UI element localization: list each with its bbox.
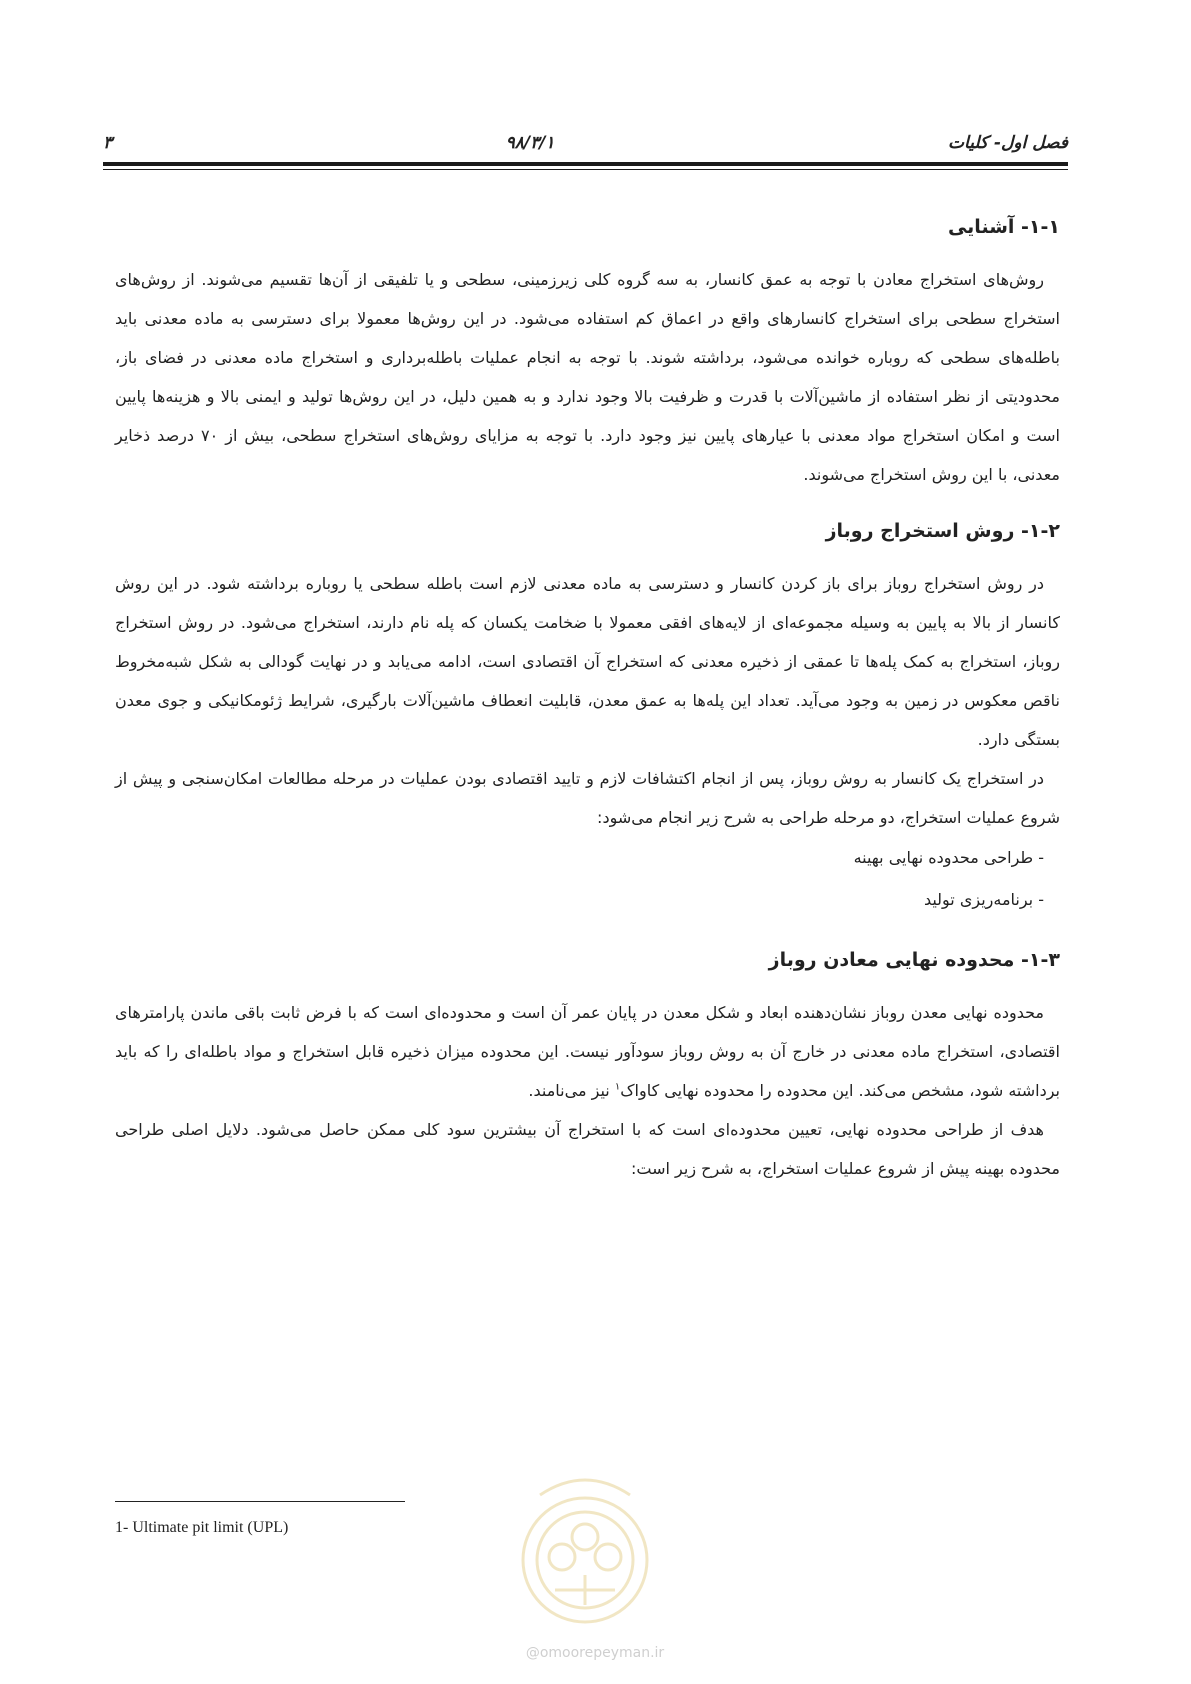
section-heading: ۱-۳- محدوده نهایی معادن روباز [768,949,1060,971]
list-item: - برنامه‌ریزی تولید [923,890,1044,909]
footnote-rule [115,1501,405,1502]
paragraph: در روش استخراج روباز برای باز کردن کانسار و دسترسی به ماده معدنی لازم است باطله سطحی یا روباره برداشته شود. در این روش کانسار از بالا به پایین به وسیله مجموعه‌ای از لایه‌های افقی معمولا با ضخامت یکسان که پله نام دارند، استخراج می‌شود. در روش استخراج روباز، استخراج به کمک پله‌ها تا عمقی از ذخیره معدنی که استخراج آن اقتصادی است، ادامه می‌یابد و در نهایت گودالی به شکل شبه‌مخروط ناقص معکوس در زمین به وجود می‌آید. تعداد این پله‌ها به عمق معدن، قابلیت انعطاف ماشین‌آلات بارگیری، شرایط ژئومکانیکی و جوی معدن بستگی دارد. [115,574,1060,749]
list-item: - طراحی محدوده نهایی بهینه [853,848,1044,867]
header-rule-thick [103,162,1068,166]
paragraph: در استخراج یک کانسار به روش روباز، پس از انجام اکتشافات لازم و تایید اقتصادی بودن عملیات در مرحله مطالعات امکان‌سنجی و پیش از شروع عملیات استخراج، دو مرحله طراحی به شرح زیر انجام می‌شود: [115,769,1060,827]
page-header [103,126,1068,160]
page-number: ۳ [103,133,113,153]
header-rule-thin [103,169,1068,170]
paragraph: هدف از طراحی محدوده نهایی، تعیین محدوده‌ای است که با استخراج آن بیشترین سود کلی ممکن حاصل می‌شود. دلایل اصلی طراحی محدوده بهینه پیش از شروع عملیات استخراج، به شرح زیر است: [115,1120,1060,1178]
section-heading: ۱-۲- روش استخراج روباز [825,520,1060,542]
page-body [115,212,1060,1188]
footnote-marker: ۱ [614,1081,621,1093]
paragraph [115,993,1060,1110]
paragraph: روش‌های استخراج معادن با توجه به عمق کانسار، به سه گروه کلی زیرزمینی، سطحی و یا تلفیقی از آن‌ها تقسیم می‌شوند. از روش‌های استخراج سطحی برای استخراج کانسارهای واقع در اعماق کم استفاده می‌شود. در این روش‌ها معمولا برای دسترسی به ماده معدنی باید باطله‌های سطحی که روباره خوانده می‌شود، برداشته شوند. با توجه به انجام عملیات باطله‌برداری و استخراج ماده معدنی در فضای باز، محدودیتی از نظر استفاده از ماشین‌آلات با قدرت و ظرفیت بالا وجود ندارد و به همین دلیل، در این روش‌ها تولید و ایمنی بالا و هزینه‌ها پایین است و امکان استخراج مواد معدنی با عیارهای پایین نیز وجود دارد. با توجه به مزایای روش‌های استخراج سطحی، بیش از ۷۰ درصد ذخایر معدنی، با این روش استخراج می‌شوند. [115,270,1061,484]
seal-watermark-icon [500,1465,670,1640]
website-watermark: @omoorepeyman.ir [525,1645,665,1661]
header-date: ۹۸/۳/۱ [505,133,555,153]
bullet-list [115,837,1060,921]
footnote: 1- Ultimate pit limit (UPL) [115,1519,289,1536]
section-heading: ۱-۱- آشنایی [947,216,1060,238]
chapter-title: فصل اول- کلیات [948,133,1068,153]
paragraph-text-tail: نیز می‌نامند. [528,1081,615,1100]
paragraph-text: محدوده نهایی معدن روباز نشان‌دهنده ابعاد و شکل معدن در پایان عمر آن است و محدوده‌ای است که با فرض ثابت باقی ماندن پارامترهای اقتصادی، استخراج ماده معدنی در خارج آن به روش روباز سودآور نیست. این محدوده میزان ذخیره قابل استخراج و مواد باطله‌ای را که باید برداشته شود، مشخص می‌کند. این محدوده را محدوده نهایی کاواک [115,1003,1060,1100]
